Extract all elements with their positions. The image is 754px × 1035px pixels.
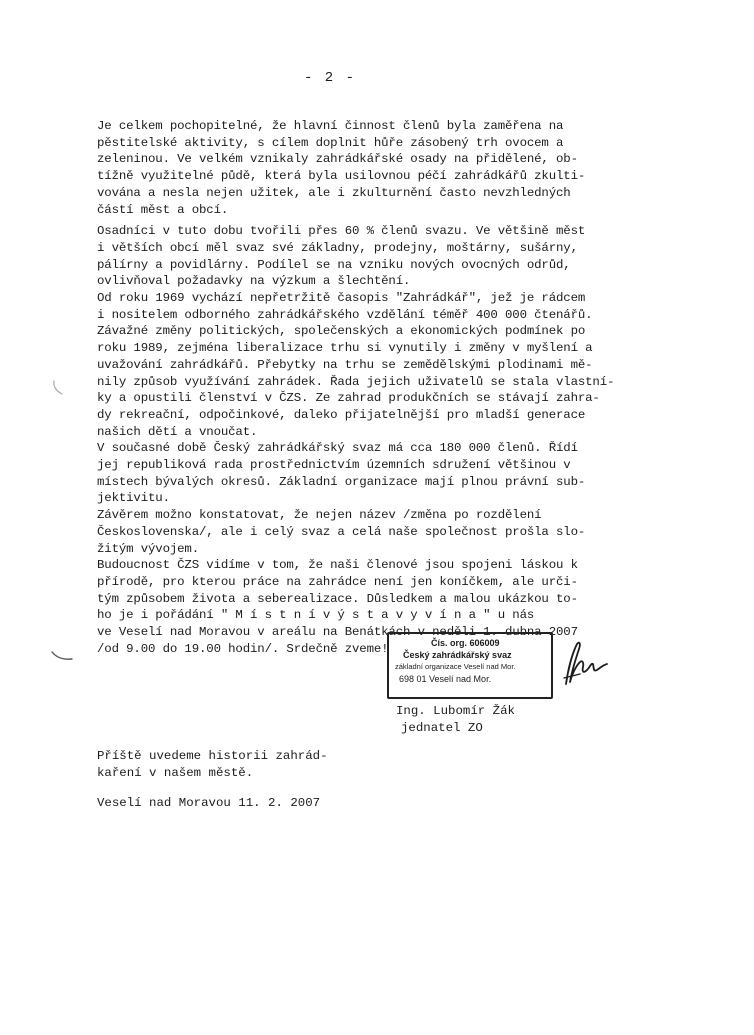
- text-line: i nositelem odborného zahrádkářského vzdělání téměř 400 000 čtenářů.: [97, 307, 593, 322]
- handwritten-signature: [560, 640, 610, 690]
- text-line: Osadníci v tuto dobu tvořili přes 60 % členů svazu. Ve většině měst: [97, 224, 586, 239]
- text-line: i větších obcí měl svaz své základny, prodejny, moštárny, sušárny,: [97, 240, 578, 255]
- text-line: Příště uvedeme historii zahrád-: [97, 749, 328, 763]
- text-line: ovlivňoval požadavky na výzkum a šlechtění.: [97, 274, 411, 289]
- text-line: Od roku 1969 vychází nepřetržitě časopis "Zahrádkář", jež je rádcem: [97, 291, 586, 306]
- signer-name: Ing. Lubomír Žák: [396, 704, 515, 718]
- text-line: kaření v našem městě.: [97, 765, 254, 780]
- text-line: dy rekreační, odpočinkové, daleko přijatelnější pro mladší generace: [97, 407, 586, 422]
- text-line: uvažování zahrádkářů. Přebytky na trhu se zemědělskými plodinami mě-: [97, 357, 593, 372]
- text-line: nily způsob využívání zahrádek. Řada jejich uživatelů se stala vlastní-: [97, 374, 615, 389]
- letter-body: [97, 118, 717, 658]
- text-line: roku 1989, zejména liberalizace trhu si vynutily i změny v myšlení a: [97, 341, 593, 356]
- organization-stamp: [387, 632, 553, 699]
- text-line: přírodě, pro kterou práce na zahrádce není jen koníčkem, ale urči-: [97, 574, 578, 589]
- text-line: částí měst a obcí.: [97, 202, 229, 217]
- place-and-date: Veselí nad Moravou 11. 2. 2007: [97, 796, 321, 810]
- text-line: Závěrem možno konstatovat, že nejen název /změna po rozdělení: [97, 508, 542, 523]
- stamp-org-name: Český zahrádkářský svaz: [403, 650, 512, 660]
- text-line: ho je i pořádání " M í s t n í v ý s t a v y v í n a " u nás: [97, 608, 535, 623]
- paragraph-2: [97, 223, 717, 657]
- text-line: /od 9.00 do 19.00 hodin/. Srdečně zveme!: [97, 641, 389, 656]
- text-line: místech bývalých okresů. Základní organizace mají plnou právní sub-: [97, 474, 586, 489]
- text-line: tým způsobem života a seberealizace. Důsledkem a malou ukázkou to-: [97, 591, 578, 606]
- text-line: jej republiková rada prostřednictvím územních sdružení většinou v: [97, 458, 571, 473]
- stamp-org-number: Čís. org. 606009: [431, 638, 500, 648]
- text-line: našich dětí a vnoučat.: [97, 424, 258, 439]
- signer-block: [396, 703, 515, 736]
- signer-role: jednatel ZO: [401, 720, 483, 735]
- text-line: Závažné změny politických, společenských a ekonomických podmínek po: [97, 324, 586, 339]
- pen-mark: [50, 648, 76, 664]
- text-line: pálírny a povidlárny. Podílel se na vzniku nových ovocných odrůd,: [97, 257, 571, 272]
- next-issue-note: [97, 748, 328, 781]
- text-line: pěstitelské aktivity, s cílem doplnit hůře zásobený trh ovocem a: [97, 135, 564, 150]
- paragraph-1: [97, 118, 717, 218]
- text-line: V současné době Český zahrádkářský svaz má cca 180 000 členů. Řídí: [97, 441, 578, 456]
- page-number: - 2 -: [303, 70, 356, 86]
- text-line: jektivitu.: [97, 491, 170, 506]
- text-line: Je celkem pochopitelné, že hlavní činnost členů byla zaměřena na: [97, 119, 564, 133]
- text-line: ky a opustili členství v ČZS. Ze zahrad produkčních se stávají zahra-: [97, 391, 600, 406]
- text-line: žitým vývojem.: [97, 541, 199, 556]
- pen-mark: [50, 378, 70, 398]
- stamp-org-branch: základní organizace Veselí nad Mor.: [395, 662, 516, 671]
- text-line: ve Veselí nad Moravou v areálu na Benátkách v neděli 1. dubna 2007: [97, 625, 578, 640]
- text-line: Budoucnost ČZS vidíme v tom, že naši členové jsou spojeni láskou k: [97, 558, 578, 573]
- stamp-address: 698 01 Veselí nad Mor.: [399, 674, 492, 684]
- text-line: tížně využitelné půdě, která byla usilovnou péčí zahrádkářů zkulti-: [97, 169, 586, 184]
- text-line: zeleninou. Ve velkém vznikaly zahrádkářské osady na přidělené, ob-: [97, 152, 578, 167]
- text-line: vována a nesla nejen užitek, ale i zkulturnění často nevzhledných: [97, 185, 571, 200]
- text-line: Československa/, ale i celý svaz a celá naše společnost prošla slo-: [97, 524, 586, 539]
